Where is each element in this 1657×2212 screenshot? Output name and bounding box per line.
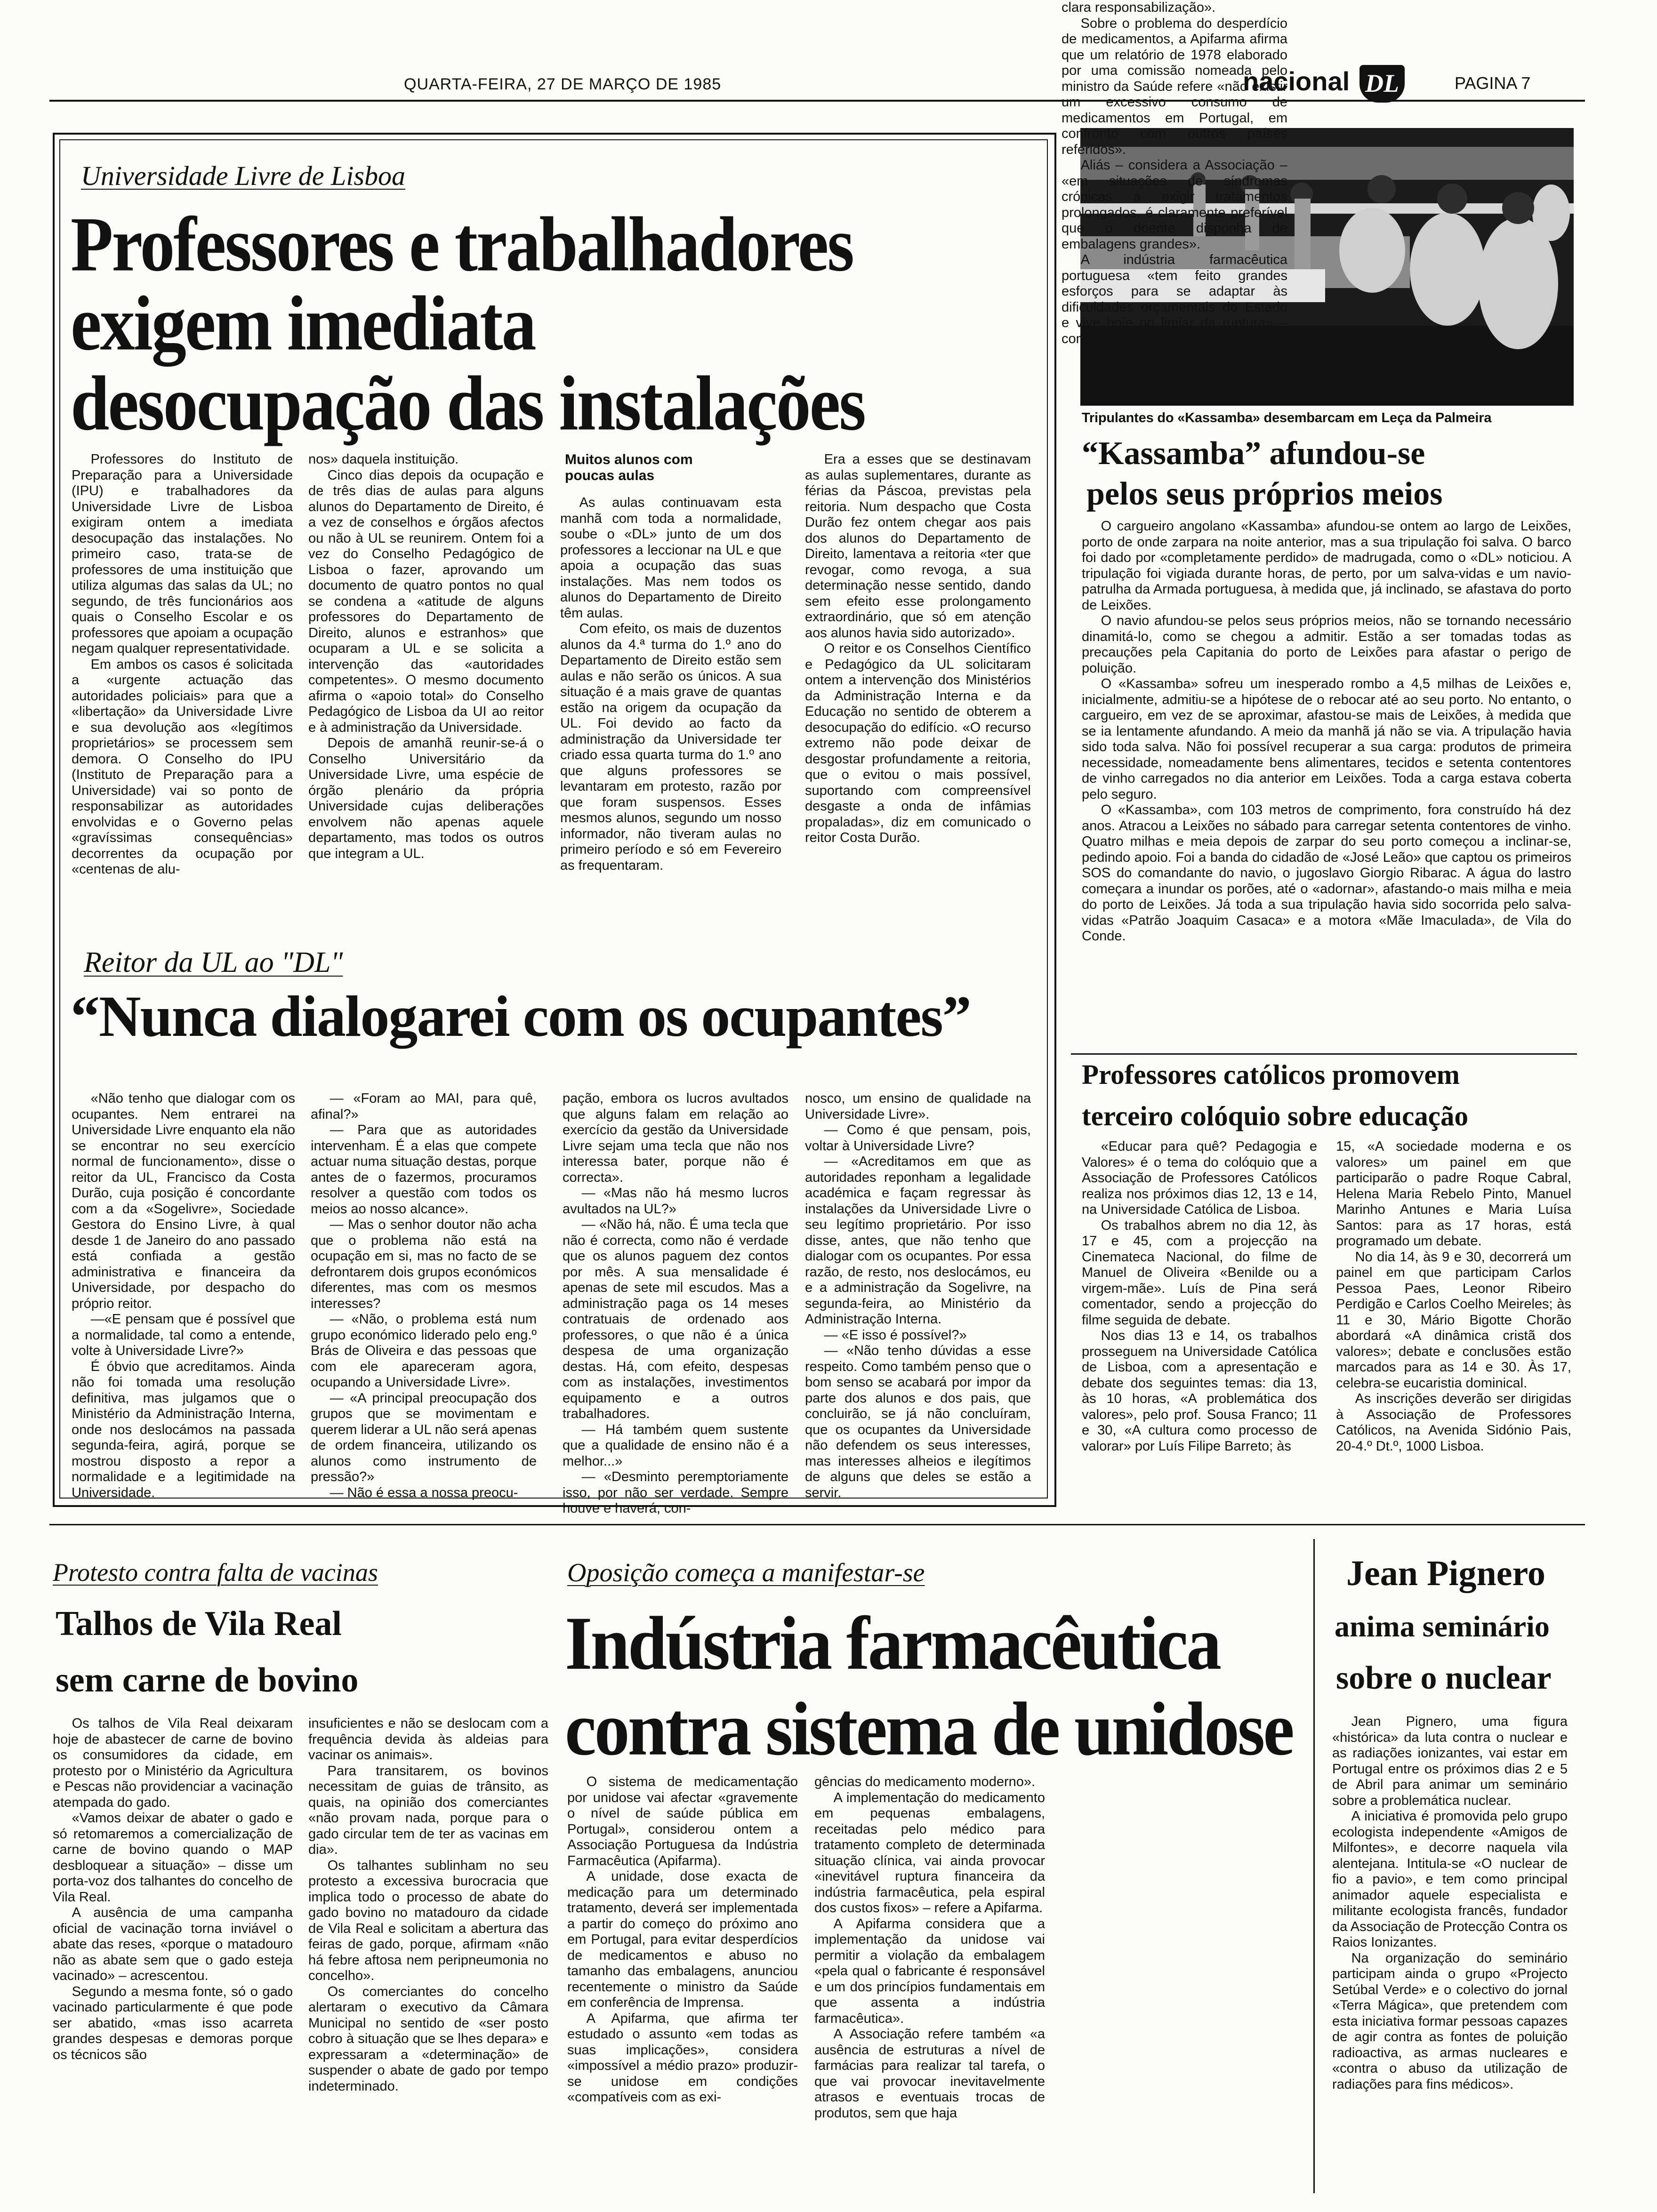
- paragraph: — «Não há, não. É uma tecla que não é correcta, como não é verdade que os alunos paguem dez contos por mês. A sua mensalidade é apenas de sete mil escudos. Mas a administração paga os 14 meses contratuais de ordenado aos professores, o que não é a única despesa de uma organização destas. Há, com efeito, despesas com as instalações, investimentos equipamento e a outros trabalhadores.: [563, 1217, 788, 1421]
- paragraph: A Associação refere também «a ausência de estruturas a nível de farmácias para realizar tal tarefa, o que vai provocar inevitavelmente atrasos e eventuais trocas de produtos, sem que haja: [814, 2027, 1045, 2121]
- paragraph: 15, «A sociedade moderna e os valores» um painel em que participarão o padre Roque Cabral, Helena Maria Rebelo Pinto, Manuel Marinho Antunes e Maria Luísa Santos: para as 17 horas, está programado um debate.: [1336, 1139, 1571, 1249]
- paragraph: — «A principal preocupação dos grupos que se movimentam e querem liderar a UL não será apenas de ordem financeira, utilizando os alunos como instrumento de pressão?»: [311, 1390, 537, 1484]
- paragraph: — «Mas não há mesmo lucros avultados na UL?»: [563, 1186, 788, 1217]
- interview-col-4: [805, 1091, 1031, 1500]
- paragraph: A unidade, dose exacta de medicação para um determinado tratamento, deverá ser implementada a partir do começo do próximo ano em Portugal, para evitar desperdícios de medicamentos e abuso no tamanho das embalagens, anunciou recentemente o ministro da Saúde em conferência de Imprensa.: [567, 1869, 798, 2010]
- paragraph: — Não é essa a nossa preocu-: [330, 1485, 518, 1500]
- paragraph: Com efeito, os mais de duzentos alunos da 4.ª turma do 1.º ano do Departamento de Direito estão sem aulas e não serão os únicos. A sua situação é a mais grave de quantas estão na origem da ocupação da UL. Foi devido ao facto da administração da Universidade ter criado essa quarta turma do 1.º ano que alguns professores se levantaram em protesto, razão por que foram suspensos. Esses mesmos alunos, segundo um nosso informador, não tiveram aulas no primeiro período e só em Fevereiro as frequentaram.: [560, 621, 781, 873]
- paragraph: Era a esses que se destinavam as aulas suplementares, durante as férias da Páscoa, previstas pela reitoria. Num despacho que Costa Durão fez ontem chegar aos pais dos alunos do Departamento de Direito, lamentava a reitoria «ter que revogar, como revoga, a sua determinação nesse sentido, dando sem efeito esse prolongamento extraordinário, que só em atenção aos alunos havia sido autorizado».: [805, 452, 1031, 641]
- paragraph: A iniciativa é promovida pelo grupo ecologista independente «Amigos de Milfontes», e decorre naquela vila alentejana. Intitula-se «O nuclear de fio a pavio», e tem como principal animador aquele especialista e militante ecologista francês, fundador da Associação de Protecção Contra os Raios Ionizantes.: [1332, 1809, 1568, 1950]
- paragraph: — Como é que pensam, pois, voltar à Universidade Livre?: [805, 1122, 1031, 1154]
- talhos-kicker: Protesto contra falta de vacinas: [53, 1558, 378, 1587]
- paragraph: O sistema de medicamentação por unidose vai afectar «gravemente o nível de saúde pública em Portugal», considerou ontem a Associação Portuguesa da Indústria Farmacêutica (Apifarma).: [567, 1774, 798, 1868]
- page-date: QUARTA-FEIRA, 27 DE MARÇO DE 1985: [404, 75, 722, 93]
- paragraph: Segundo a mesma fonte, só o gado vacinado particularmente é que pode ser abatido, «mas isso acarreta grandes despesas e demoras porque os técnicos são: [53, 1984, 293, 2062]
- paragraph: — Para que as autoridades intervenham. É a elas que compete actuar numa situação destas, porque antes de o fazermos, procuramos resolver a questão com todos os meios ao nosso alcance».: [311, 1122, 537, 1217]
- farma-col-2: [814, 1774, 1045, 2188]
- paragraph: A ausência de uma campanha oficial de vacinação torna inviável o abate das reses, «porque o matadouro não as abate sem que o gado esteja vacinado» – acrescentou.: [53, 1905, 293, 1983]
- interview-col-1: [72, 1091, 295, 1500]
- paragraph: «Vamos deixar de abater o gado e só retomaremos a comercialização de carne de bovino quando o MAP desbloquear a situação» – disse um porta-voz dos talhantes do concelho de Vila Real.: [53, 1811, 293, 1905]
- section-name: nacional: [1243, 66, 1350, 96]
- paragraph: — «Não, o problema está num grupo económico liderado pelo eng.º Brás de Oliveira e das pessoas que com ele apareceram agora, ocupando a Universidade Livre».: [311, 1312, 537, 1390]
- catolicos-rule: [1071, 1053, 1577, 1055]
- farma-kicker: Oposição começa a manifestar-se: [567, 1558, 925, 1587]
- talhos-headline-1: Talhos de Vila Real: [56, 1604, 342, 1643]
- kassamba-headline-1: “Kassamba” afundou-se: [1082, 435, 1425, 472]
- main-col-3-wrap: [560, 452, 781, 1050]
- paragraph: nosco, um ensino de qualidade na Universidade Livre».: [805, 1091, 1031, 1122]
- paragraph: As inscrições deverão ser dirigidas à Associação de Professores Católicos, na Avenida Sidónio Pais, 20-4.º Dt.º, 1000 Lisboa.: [1336, 1391, 1571, 1454]
- paragraph: gências do medicamento moderno».: [814, 1774, 1036, 1789]
- pignero-headline-3: sobre o nuclear: [1336, 1660, 1552, 1696]
- farma-col-1: [567, 1774, 798, 2188]
- paragraph: insuficientes e não se deslocam com a frequência devida às aldeias para vacinar os animais».: [308, 1716, 548, 1763]
- main-headline-3: desocupação das instalações: [71, 360, 865, 447]
- main-headline-2: exigem imediata: [71, 280, 535, 367]
- interview-headline: “Nunca dialogarei com os ocupantes”: [71, 984, 971, 1049]
- main-headline-1: Professores e trabalhadores: [71, 201, 853, 288]
- main-col-3: [560, 495, 781, 1041]
- paragraph: Professores do Instituto de Preparação para a Universidade (IPU) e trabalhadores da Universidade Livre de Lisboa exigiram ontem a imediata desocupação das instalações. No primeiro caso, trata-se de professores de uma instituição que utiliza algumas das salas da UL; no segundo, de três funcionários aos quais o Conselho Escolar e os professores que apoiam a ocupação negam qualquer representatividade.: [72, 452, 293, 656]
- interview-kicker: Reitor da UL ao "DL": [84, 946, 352, 979]
- main-col-4: [805, 452, 1031, 1050]
- pignero-headline-1: Jean Pignero: [1346, 1554, 1545, 1593]
- paragraph: Os talhos de Vila Real deixaram hoje de abastecer de carne de bovino os consumidores da cidade, em protesto por o Ministério da Agricultura e Pescas não providenciar a vacinação atempada do gado.: [53, 1716, 293, 1810]
- paragraph: Sobre o problema do desperdício de medicamentos, a Apifarma afirma que um relatório de 1978 elaborado por uma comissão nomeada pelo ministro da Saúde refere «não existir um excessivo consumo de medicamentos em Portugal, em confronto com outros países referidos».: [1062, 16, 1287, 157]
- kassamba-caption: Tripulantes do «Kassamba» desembarcam em Leça da Palmeira: [1082, 410, 1492, 425]
- main-kicker: Universidade Livre de Lisboa: [81, 160, 405, 191]
- catolicos-headline-1: Professores católicos promovem: [1082, 1059, 1460, 1090]
- kassamba-headline-2: pelos seus próprios meios: [1086, 476, 1443, 512]
- farma-col-3: [1062, 0, 1287, 414]
- paragraph: —«E pensam que é possível que a normalidade, tal como a entende, volte à Universidade Livre?»: [72, 1312, 295, 1358]
- paragraph: — «Desminto peremptoriamente isso, por não ser verdade. Sempre houve e haverá, con-: [563, 1469, 788, 1516]
- paragraph: A Apifarma, que afirma ter estudado o assunto «em todas as suas implicações», considera «impossível a médio prazo» produzir-se unidose em condições «compatíveis com as exi-: [567, 2011, 798, 2105]
- talhos-col-1: [53, 1716, 293, 2187]
- paragraph: Na organização do seminário participam ainda o grupo «Projecto Setúbal Verde» e o colectivo do jornal «Terra Mágica», que pretendem com esta iniciativa formar pessoas capazes de agir contra as fontes de poluição radioactiva, as armas nucleares e «contra o abuso da utilização de radiações para fins médicos».: [1332, 1950, 1568, 2092]
- pignero-body: [1332, 1714, 1568, 2189]
- talhos-headline-2: sem carne de bovino: [56, 1661, 359, 1699]
- paragraph: — «Acreditamos em que as autoridades reponham a legalidade académica e façam regressar às instalações da Universidade Livre o seu legítimo proprietário. Por isso disse, antes, que não tenho que dialogar com os ocupantes. Por essa razão, de resto, nos deslocámos, eu e a administração da Sogelivre, na segunda-feira, ao Ministério da Administração Interna.: [805, 1154, 1031, 1327]
- interview-col-2: [311, 1091, 537, 1500]
- paragraph: nos» daquela instituição.: [308, 452, 459, 467]
- paragraph: Em ambos os casos é solicitada a «urgente actuação das autoridades policiais» para que a «libertação» da Universidade Livre e sua devolução aos «legítimos proprietários» se processem sem demora. O Conselho do IPU (Instituto de Preparação para a Universidade) vai so ponto de responsabilizar as autoridades envolvidas e o Governo pelas «gravíssimas consequências» decorrentes da ocupação por «centenas de alu-: [72, 657, 293, 877]
- paragraph: Jean Pignero, uma figura «histórica» da luta contra o nuclear e as radiações ionizantes, vai estar em Portugal entre os próximos dias 2 e 5 de Abril para animar um seminário sobre a problemática nuclear.: [1332, 1714, 1568, 1808]
- catolicos-col-1: [1082, 1139, 1317, 1501]
- interview-col-3: [563, 1091, 788, 1516]
- paragraph: O cargueiro angolano «Kassamba» afundou-se ontem ao largo de Leixões, porto de onde zarpara na noite anterior, mas a sua tripulação foi salva. O barco foi dado por «completamente perdido» de madrugada, como o «DL» noticiou. A tripulação foi vigiada durante horas, de perto, por um salva-vidas e um navio-patrulha da Armada portuguesa, à medida que, já inclinado, se afastava do porto de Leixões.: [1082, 519, 1571, 613]
- paragraph: A implementação do medicamento em pequenas embalagens, receitadas pelo médico para tratamento completo de determinada situação clínica, vai ainda provocar «inevitável ruptura financeira da indústria farmacêutica, pela espiral dos custos fixos» – refere a Apifarma.: [814, 1790, 1045, 1915]
- paragraph: clara responsabilização».: [1062, 0, 1216, 15]
- paragraph: — «E isso é possível?»: [824, 1327, 967, 1343]
- kassamba-body: [1082, 519, 1571, 1046]
- paragraph: Depois de amanhã reunir-se-á o Conselho Universitário da Universidade Livre, uma espécie de órgão plenário da própria Universidade cujas deliberações envolvem não apenas aquele departamento, mas todos os outros que integram a UL.: [308, 736, 544, 861]
- paragraph: «Educar para quê? Pedagogia e Valores» é o tema do colóquio que a Associação de Professores Católicos realiza nos próximos dias 12, 13 e 14, na Universidade Católica de Lisboa.: [1082, 1139, 1317, 1217]
- paragraph: Os comerciantes do concelho alertaram o executivo da Câmara Municipal no sentido de «ser posto cobro à situação que se lhes depara» e expressaram a «determinação» de suspender o abate de gado por tempo indeterminado.: [308, 1984, 548, 2094]
- farma-headline-2: contra sistema de unidose: [565, 1687, 1293, 1771]
- paragraph: Os talhantes sublinham no seu protesto a excessiva burocracia que implica todo o processo de abate do gado bovino no matadouro da cidade de Vila Real e solicitam a abertura das feiras de gado, porque, afirmam «não há febre aftosa nem peripneumonia no concelho».: [308, 1858, 548, 1983]
- main-subhead: Muitos alunos com poucas aulas: [565, 452, 693, 483]
- paragraph: É óbvio que acreditamos. Ainda não foi tomada uma resolução definitiva, mas julgamos que o Ministério da Administração Interna, onde nos deslocámos na passada segunda-feira, agirá, porque se mostrou disposto a repor a normalidade e a legitimidade na Universidade.: [72, 1359, 295, 1500]
- paragraph: O reitor e os Conselhos Científico e Pedagógico da UL solicitaram ontem a intervenção dos Ministérios da Administração Interna e da Educação no sentido de obterem a desocupação do edifício. «O recurso extremo não pode deixar de desgostar profundamente a reitoria, que o evitou o mais possível, suportando com compreensível desgaste a onda de infâmias propaladas», diz em comunicado o reitor Costa Durão.: [805, 641, 1031, 845]
- paragraph: Cinco dias depois da ocupação e de três dias de aulas para alguns alunos do Departamento de Direito, é a vez de conselhos e órgãos afectos ou não à UL se reunirem. Ontem foi a vez do Conselho Pedagógico de Lisboa o fazer, aprovando um documento de quatro pontos no qual se condena a «atitude de alguns professores do Departamento de Direito, alunos e estranhos» que ocuparam a UL e se solicita a intervenção das «autoridades competentes». O mesmo documento afirma o «apoio total» do Conselho Pedagógico de Lisboa da UI ao reitor e à administração da Universidade.: [308, 467, 544, 735]
- paragraph: — Há também quem sustente que a qualidade de ensino não é a melhor...»: [563, 1422, 788, 1469]
- paragraph: — «Foram ao MAI, para quê, afinal?»: [311, 1091, 537, 1122]
- paragraph: O navio afundou-se pelos seus próprios meios, não se tornando necessário dinamitá-lo, como se chegou a admitir. Estão a ser tomadas todas as precauções pela Capitania do porto de Leixões para afastar o perigo de poluição.: [1082, 613, 1571, 676]
- bottom-section-rule: [49, 1524, 1585, 1525]
- paragraph: A Apifarma considera que a implementação da unidose vai permitir a violação da embalagem «pela qual o fabricante é responsável e um dos princípios fundamentais em que assenta a indústria farmacêutica».: [814, 1916, 1045, 2026]
- paragraph: — «Não tenho dúvidas a esse respeito. Como também penso que o bom senso se acabará por impor da parte dos alunos e dos pais, que concluirão, se já não concluíram, que os ocupantes da Universidade não defendem os seus interesses, mas interesses alheios e ilegítimos de alguns que deles se estão a servir.: [805, 1343, 1031, 1500]
- paragraph: Para transitarem, os bovinos necessitam de guias de trânsito, as quais, na opinião dos comerciantes «não provam nada, porque para o gado circular tem de ter as vacinas em dia».: [308, 1763, 548, 1857]
- paragraph: Aliás – considera a Associação – «em situações de síndromas crónicas a exigir tratamentos prolongados, é claramente preferível que o doente disponha de embalagens grandes».: [1062, 158, 1287, 252]
- paragraph: O «Kassamba», com 103 metros de comprimento, fora construído há dez anos. Atracou a Leixões no sábado para carregar setenta contentores de vinho. Quatro milhas e meia depois de zarpar do seu porto começou a inclinar-se, pedindo apoio. Foi a banda do cidadão de «José Leão» que captou os primeiros SOS do comandante do navio, o jugoslavo Giorgio Ribarac. A água do lastro começara a inundar os porões, até o «adornar», afastando-o mais milha e meia do porto de Leixões. Já toda a sua tripulação havia sido socorrida pelo salva-vidas «Patrão Joaquim Casaca» e a motora «Mãe Imaculada», de Vila do Conde.: [1082, 802, 1571, 944]
- dl-logo: DL: [1359, 65, 1405, 103]
- paragraph: — Mas o senhor doutor não acha que o problema não está na ocupação em si, mas no facto de se defrontarem dois grupos económicos diferentes, mas com os mesmos interesses?: [311, 1217, 537, 1311]
- paragraph: Nos dias 13 e 14, os trabalhos prosseguem na Universidade Católica de Lisboa, com a apresentação e debate dos seguintes temas: dia 13, às 10 horas, «A problemática dos valores», pelo prof. Sousa Franco; 11 e 30, «A cultura como processo de valorar» por Luís Filipe Barreto; às: [1082, 1328, 1317, 1454]
- paragraph: O «Kassamba» sofreu um inesperado rombo a 4,5 milhas de Leixões e, inicialmente, admitiu-se a hipótese de o rebocar até ao seu porto. No entanto, o cargueiro, em vez de se aproximar, afastou-se mais de Leixões, à medida que se ia lentamente afundando. A meio da manhã já não se via. A tripulação havia sido toda salva. Não foi possível recuperar a sua carga: produtos de primeira necessidade, nomeadamente bens alimentares, tecidos e setenta contentores de vinho carregados no dia anterior em Leixões. Toda a carga estava coberta pelo seguro.: [1082, 676, 1571, 802]
- paragraph: A indústria farmacêutica portuguesa «tem feito grandes esforços para se adaptar às dificuldades orçamentais do Estado e vive hoje no limiar da ruptura» – concluí a Associação.: [1062, 252, 1287, 346]
- catolicos-col-2: [1336, 1139, 1571, 1501]
- catolicos-headline-2: terceiro colóquio sobre educação: [1082, 1100, 1468, 1131]
- farma-headline-1: Indústria farmacêutica: [565, 1601, 1220, 1686]
- paragraph: As aulas continuavam esta manhã com toda a normalidade, soube o «DL» junto de um dos professores a leccionar na UL e que apoia a ocupação das suas instalações. Mas nem todos os alunos do Departamento de Direito têm aulas.: [560, 495, 781, 621]
- paragraph: «Não tenho que dialogar com os ocupantes. Nem entrarei na Universidade Livre enquanto ela não se encontrar no seu exercício normal de funcionamento», disse o reitor da UL, Francisco da Costa Durão, cuja posição é concordante com a da «Sogelivre», Sociedade Gestora do Ensino Livre, à qual desde 1 de Janeiro do ano passado está confiada a gestão administrativa e financeira da Universidade, por despacho do próprio reitor.: [72, 1091, 295, 1311]
- paragraph: Os trabalhos abrem no dia 12, às 17 e 45, com a projecção na Cinemateca Nacional, do filme de Manuel de Oliveira «Benilde ou a virgem-mãe». Luís de Pina será comentador, sendo a projecção do filme seguida de debate.: [1082, 1218, 1317, 1328]
- header-rule: [49, 100, 1585, 102]
- paragraph: pação, embora os lucros avultados que alguns falam em relação ao exercício da gestão da Universidade Livre sejam uma tecla que não nos interessa bater, porque não é correcta».: [563, 1091, 788, 1185]
- page-number: PAGINA 7: [1455, 73, 1531, 93]
- paragraph: No dia 14, às 9 e 30, decorrerá um painel em que participam Carlos Pessoa Paes, Leonor Ribeiro Perdigão e Carlos Coelho Meireles; às 11 e 30, Mário Bigotte Chorão abordará «A dinâmica cristã dos valores»; debate e conclusões estão marcados para as 14 e 30. Às 17, celebra-se eucaristia dominical.: [1336, 1249, 1571, 1391]
- talhos-col-2: [308, 1716, 548, 2187]
- pignero-divider: [1313, 1539, 1315, 2193]
- pignero-headline-2: anima seminário: [1335, 1610, 1550, 1643]
